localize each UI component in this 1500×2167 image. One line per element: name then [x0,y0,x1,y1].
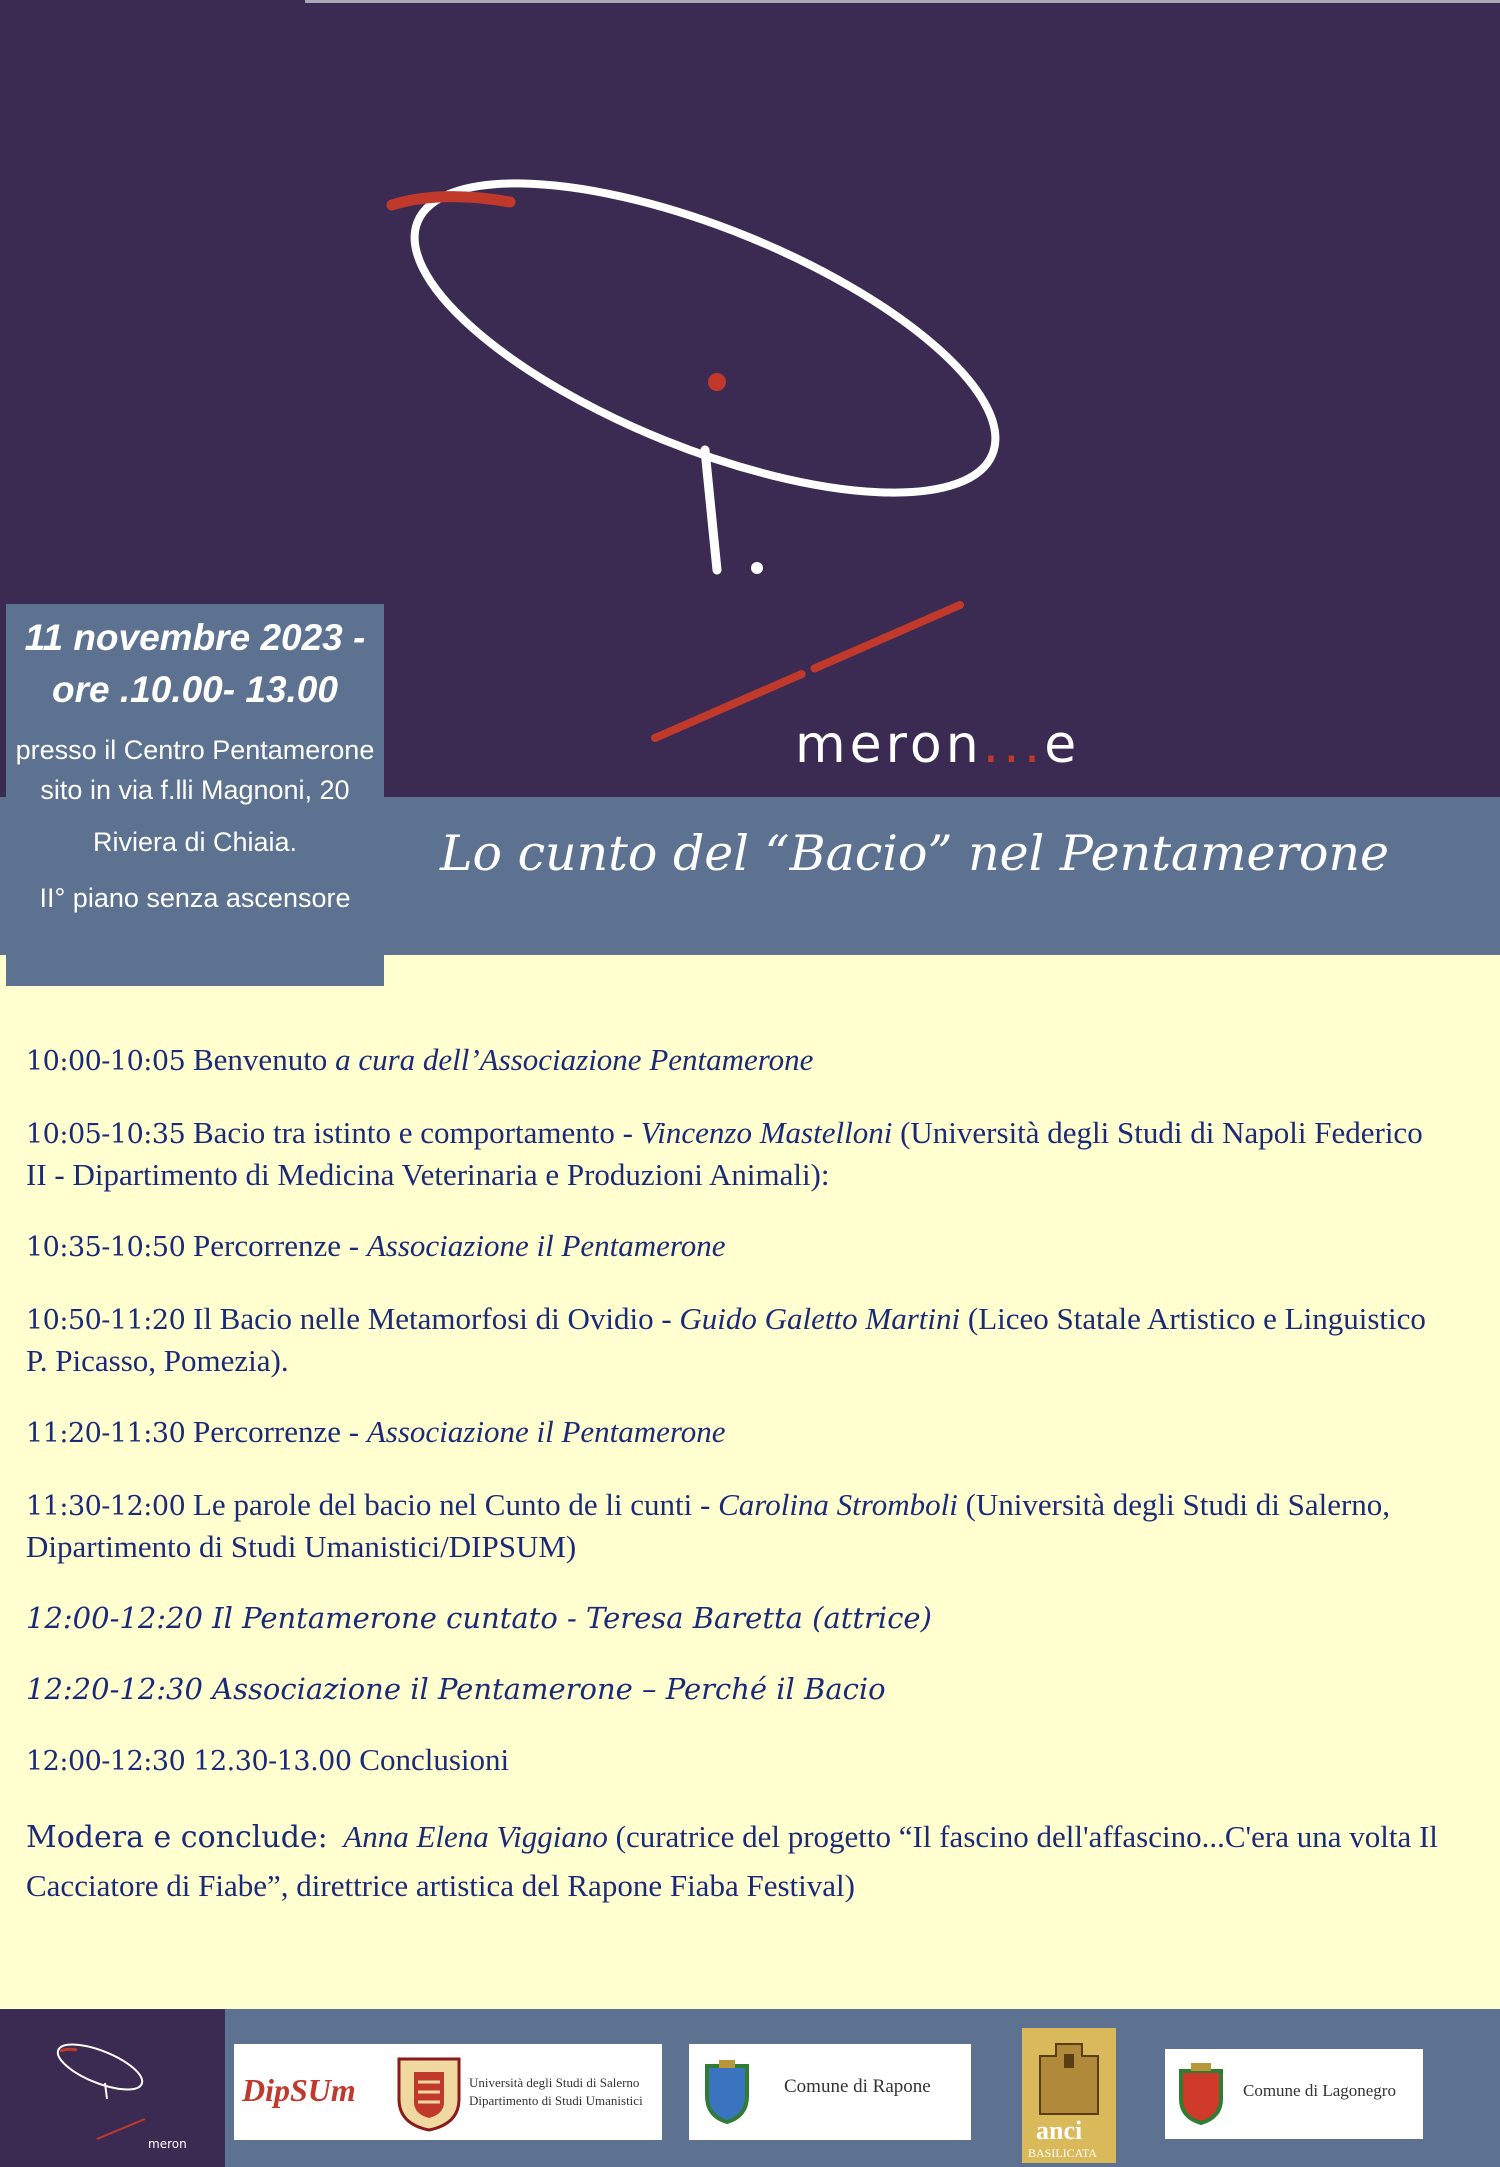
item-time: 10:00-10:05 [26,1046,186,1077]
logo-wordmark: meron...e [795,715,1081,775]
item-speaker: Carolina Stromboli [718,1487,958,1522]
program-item [26,1113,1446,1195]
lagonegro-label: Comune di Lagonegro [1243,2081,1396,2100]
unisa-line1: Università degli Studi di Salerno [469,2075,640,2090]
event-title: Lo cunto del “Bacio” nel Pentamerone [440,825,1390,882]
item-speaker: a cura dell’Associazione Pentamerone [335,1042,814,1077]
item-title: Conclusioni [359,1742,510,1777]
event-date-line1: 11 novembre 2023 - [24,617,366,658]
program-item [26,1226,1446,1268]
item-time: 10:05-10:35 [26,1119,186,1150]
item-title: Percorrenze - [193,1228,360,1263]
item-time: 11:30-12:00 [26,1491,186,1522]
item-time: 10:35-10:50 [26,1232,186,1263]
item-title: Benvenuto [193,1042,328,1077]
footer-logo-mark [55,2039,165,2149]
program-item [26,1412,1446,1454]
top-divider-line [305,0,1500,3]
moderator-role: (curatrice del progetto “Il fascino dell'affascino...C'era una volta Il Cacciatore di Fiabe”, direttrice artistica del Rapone Fiaba Festival) [26,1819,1438,1903]
anci-region: BASILICATA [1028,2146,1098,2160]
item-speaker: Associazione il Pentamerone [366,1414,726,1449]
item-affiliation: (Liceo Statale Artistico e Linguistico P. Picasso, Pomezia). [26,1301,1426,1378]
rapone-label: Comune di Rapone [784,2076,931,2097]
program-item-closing [26,1740,1446,1782]
rapone-crest-icon [697,2056,757,2128]
event-district: Riviera di Chiaia. [92,827,298,857]
item-affiliation: (Università degli Studi di Napoli Federico II - Dipartimento di Medicina Veterinaria e Produzioni Animali): [26,1115,1423,1192]
item-time: 12:00-12:30 12.30-13.00 [26,1746,352,1777]
program-item [26,1040,1446,1082]
dipsum-sponsor-logo [234,2044,662,2140]
footer-logo [0,2009,225,2167]
item-time: 11:20-11:30 [26,1418,186,1449]
unisa-line2: Dipartimento di Studi Umanistici [469,2093,643,2108]
unisa-crest-icon [394,2054,464,2132]
item-title: Il Bacio nelle Metamorfosi di Ovidio - [193,1301,672,1336]
footer-logo-word: meron [148,2137,187,2151]
moderator-label: Modera e conclude: [26,1820,328,1855]
moderator-name: Anna Elena Viggiano [343,1819,608,1854]
rapone-sponsor-logo [689,2044,971,2140]
program-item: 12:00-12:20 Il Pentamerone cuntato - Teresa Baretta (attrice) [26,1601,932,1635]
program-item [26,1485,1446,1567]
item-affiliation: (Università degli Studi di Salerno, Dipartimento di Studi Umanistici/DIPSUM) [26,1487,1391,1564]
program-item [26,1299,1446,1381]
item-time: 10:50-11:20 [26,1305,186,1336]
event-venue: presso il Centro Pentamerone sito in via f.lli Magnoni, 20 [15,735,375,805]
pentamerone-logo-mark [360,170,1040,770]
dipsum-wordmark: DipSUm [242,2072,356,2108]
event-time-line: ore .10.00- 13.00 [52,669,338,710]
moderator-note [26,1813,1446,1910]
anci-wordmark: anci [1036,2116,1083,2145]
item-speaker: Vincenzo Mastelloni [640,1115,893,1150]
anci-sponsor-logo [1022,2028,1116,2163]
item-title: Bacio tra istinto e comportamento - [193,1115,633,1150]
lagonegro-crest-icon [1173,2059,1229,2129]
program-list [26,1040,1446,1910]
lagonegro-sponsor-logo [1165,2049,1423,2139]
program-item: 12:20-12:30 Associazione il Pentamerone – Perché il Bacio [26,1672,886,1706]
event-floor-note: II° piano senza ascensore [39,883,351,913]
anci-tower-icon [1032,2036,1106,2116]
item-title: Le parole del bacio nel Cunto de li cunti - [193,1487,711,1522]
item-speaker: Associazione il Pentamerone [366,1228,726,1263]
item-title: Percorrenze - [193,1414,360,1449]
event-date [6,604,384,716]
item-speaker: Guido Galetto Martini [679,1301,961,1336]
event-info-box [6,604,384,986]
unisa-label [469,2074,643,2110]
